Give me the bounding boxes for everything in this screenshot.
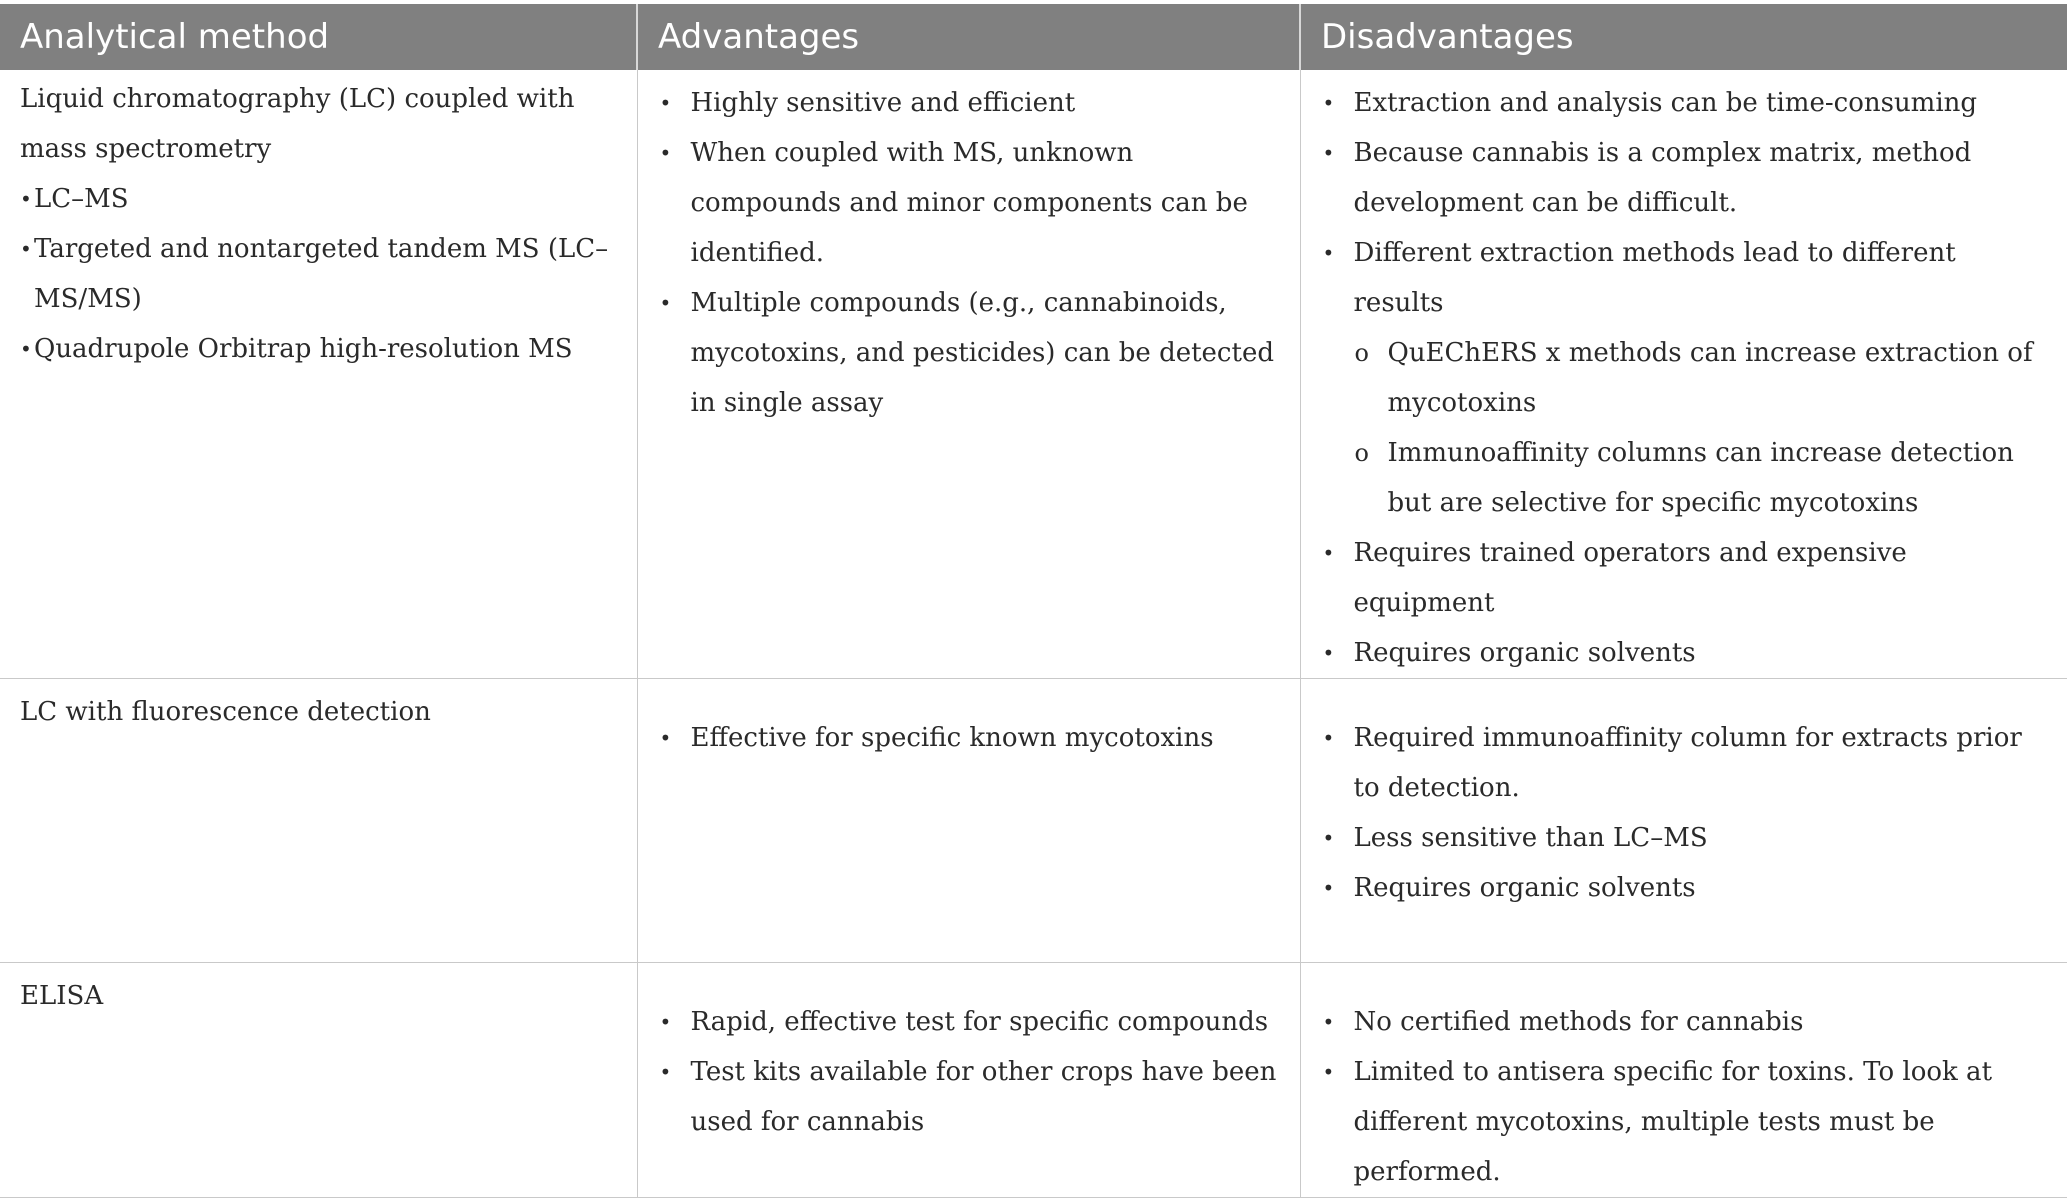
disadvantages-cell: [1300, 70, 2067, 679]
list-item: • LC–MS: [0, 174, 637, 224]
header-advantages: Advantages: [637, 4, 1300, 70]
advantages-cell: [637, 70, 1300, 679]
list-item: • Requires organic solvents: [1301, 628, 2067, 678]
disadvantages-list-continued: [1301, 528, 2067, 678]
disadvantages-list: [1301, 713, 2067, 913]
method-title: Liquid chromatography (LC) coupled with mass spectrometry: [0, 70, 637, 174]
list-item: • No certified methods for cannabis: [1301, 997, 2067, 1047]
advantages-cell: [637, 679, 1300, 963]
table-header: [0, 4, 2067, 70]
list-item: • Highly sensitive and efficient: [638, 78, 1300, 128]
list-item: • Less sensitive than LC–MS: [1301, 813, 2067, 863]
table-row: [0, 679, 2067, 963]
sub-list-item: o Immunoaffinity columns can increase detection but are selective for specific mycotoxins: [1301, 428, 2067, 528]
sub-list-item: o QuEChERS x methods can increase extraction of mycotoxins: [1301, 328, 2067, 428]
table-row: [0, 963, 2067, 1198]
advantages-list: [638, 78, 1300, 428]
disadvantages-sublist: [1301, 328, 2067, 528]
list-item: • Effective for specific known mycotoxins: [638, 713, 1300, 763]
disadvantages-list: [1301, 78, 2067, 328]
list-item: • Multiple compounds (e.g., cannabinoids, mycotoxins, and pesticides) can be detected in single assay: [638, 278, 1300, 428]
table-row: [0, 70, 2067, 679]
header-disadvantages: Disadvantages: [1300, 4, 2067, 70]
advantages-cell: [637, 963, 1300, 1198]
list-item: • Targeted and nontargeted tandem MS (LC–MS/MS): [0, 224, 637, 324]
comparison-table: [0, 4, 2067, 1198]
list-item: • Required immunoaffinity column for extracts prior to detection.: [1301, 713, 2067, 813]
disadvantages-list: [1301, 997, 2067, 1197]
list-item: • Requires trained operators and expensive equipment: [1301, 528, 2067, 628]
method-title: LC with fluorescence detection: [0, 679, 637, 737]
method-cell: [0, 679, 637, 963]
list-item: • When coupled with MS, unknown compounds and minor components can be identified.: [638, 128, 1300, 278]
method-cell: [0, 963, 637, 1198]
header-analytical-method: Analytical method: [0, 4, 637, 70]
method-item-list: [0, 174, 637, 374]
list-item: • Quadrupole Orbitrap high-resolution MS: [0, 324, 637, 374]
list-item: • Requires organic solvents: [1301, 863, 2067, 913]
table-body: [0, 70, 2067, 1198]
list-item: • Extraction and analysis can be time-consuming: [1301, 78, 2067, 128]
list-item: • Test kits available for other crops have been used for cannabis: [638, 1047, 1300, 1147]
method-title: ELISA: [0, 963, 637, 1021]
list-item: • Limited to antisera specific for toxins. To look at different mycotoxins, multiple tests must be performed.: [1301, 1047, 2067, 1197]
disadvantages-cell: [1300, 963, 2067, 1198]
list-item: • Because cannabis is a complex matrix, method development can be difficult.: [1301, 128, 2067, 228]
advantages-list: [638, 997, 1300, 1147]
list-item: • Rapid, effective test for specific compounds: [638, 997, 1300, 1047]
advantages-list: [638, 713, 1300, 763]
disadvantages-cell: [1300, 679, 2067, 963]
list-item: • Different extraction methods lead to different results: [1301, 228, 2067, 328]
method-cell: [0, 70, 637, 679]
header-row: [0, 4, 2067, 70]
